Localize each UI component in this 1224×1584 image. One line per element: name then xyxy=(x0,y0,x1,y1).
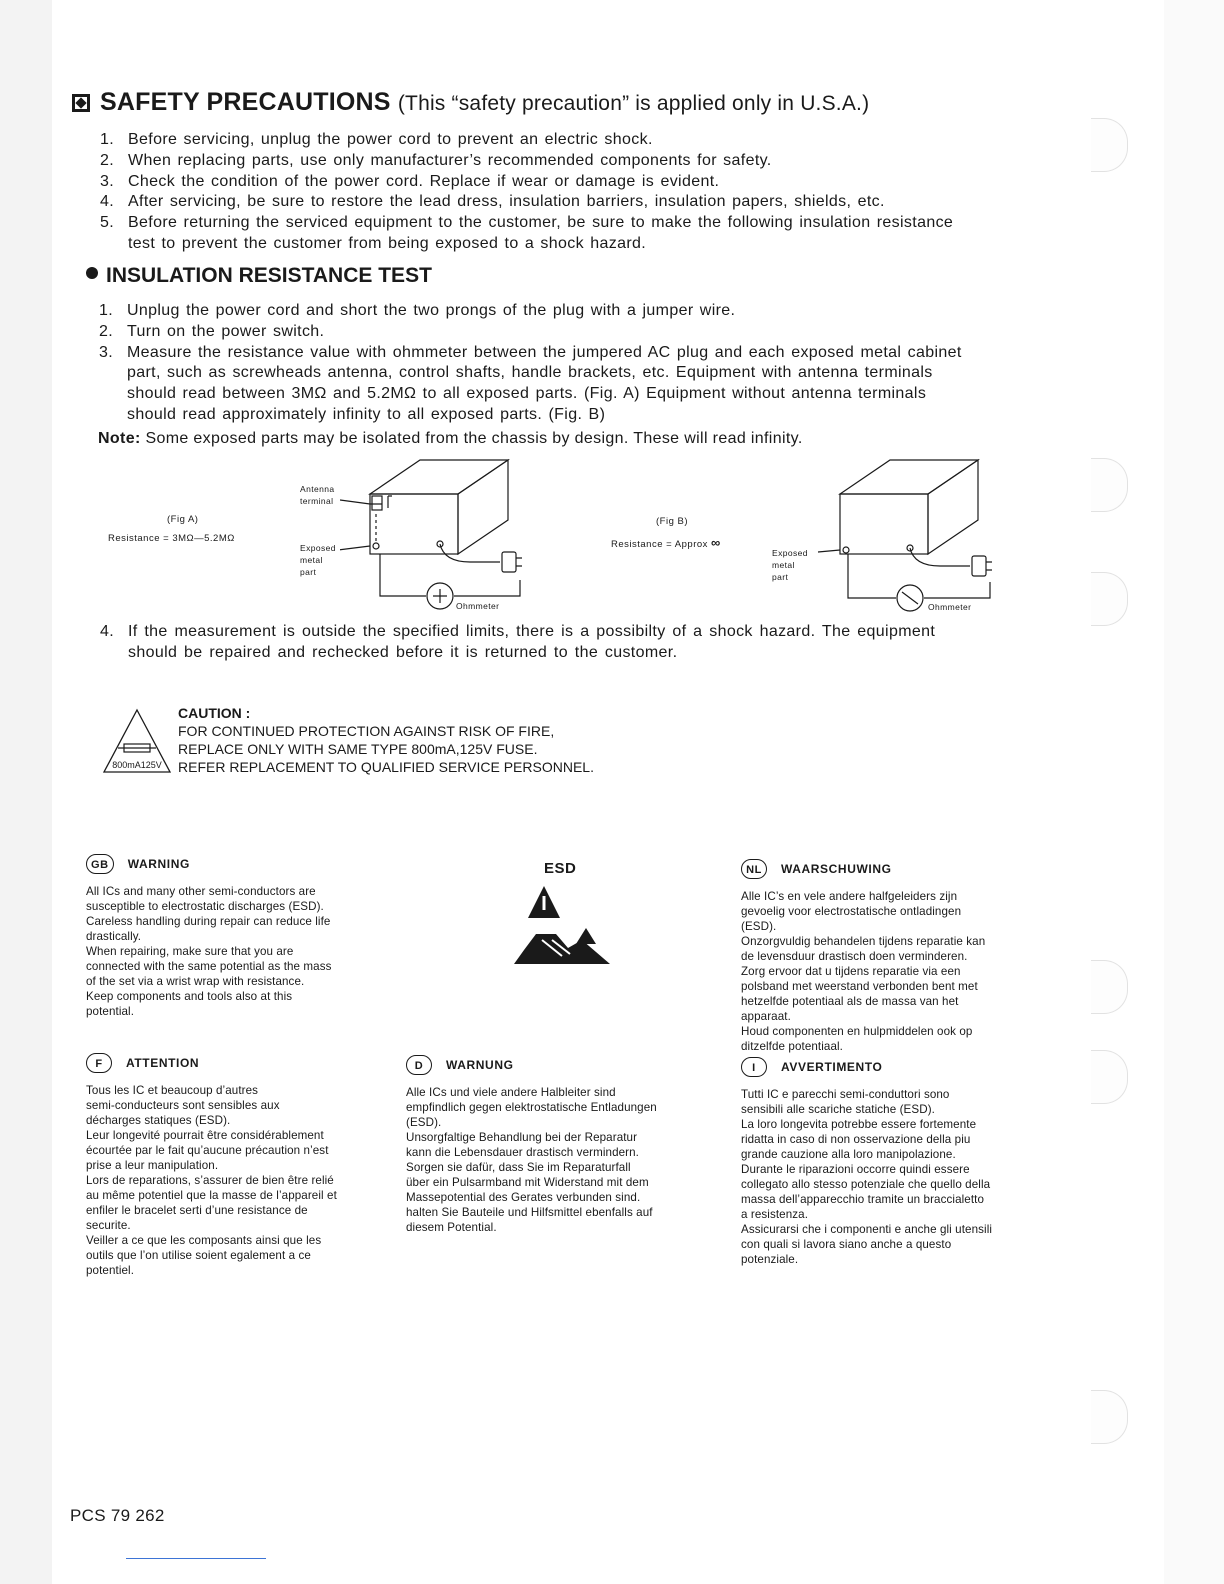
gb-badge-icon: GB xyxy=(86,854,114,874)
warning-line: potenziale. xyxy=(741,1253,799,1266)
fig-a-box-side xyxy=(458,460,508,554)
fig-b-diagram xyxy=(810,452,1010,622)
step-item xyxy=(100,172,1060,193)
warning-line: Unsorgfaltige Behandlung bei der Reparatur xyxy=(406,1131,638,1144)
warning-line: gevoelig voor electrostatische ontladingen xyxy=(741,905,962,918)
warning-line: collegato allo stesso potenziale che quello della xyxy=(741,1178,991,1191)
step-number: 2. xyxy=(100,151,115,169)
step-number: 3. xyxy=(99,343,114,361)
fig-a-lead-left xyxy=(380,554,426,596)
warning-line: All ICs and many other semi-conductors are xyxy=(86,885,316,898)
warning-line: potential. xyxy=(86,1005,135,1018)
fig-b-power-cord xyxy=(910,548,970,566)
warning-line: massa dell’apparecchio tramite un braccialetto xyxy=(741,1193,985,1206)
warning-line: drastically. xyxy=(86,930,142,943)
fig-a-exposed-lead xyxy=(340,546,370,550)
warning-line: ditzelfde potentiaal. xyxy=(741,1040,844,1053)
fig-a-antenna-terminal xyxy=(372,496,382,510)
warning-line: diesem Potential. xyxy=(406,1221,497,1234)
warning-line: enfiler le bracelet serti d’une resistance de xyxy=(86,1204,308,1217)
warning-line: Massepotential des Gerates verbunden sind. xyxy=(406,1191,641,1204)
warning-line: Careless handling during repair can reduce life xyxy=(86,915,331,928)
fig-a-label: (Fig A) xyxy=(167,514,199,525)
step-item xyxy=(100,622,1060,664)
step-line: Unplug the power cord and short the two prongs of the plug with a jumper wire. xyxy=(127,302,736,319)
title-text: SAFETY PRECAUTIONS xyxy=(100,88,391,116)
fig-b-ohmmeter-label: Ohmmeter xyxy=(928,602,972,612)
warning-body xyxy=(406,1085,657,1235)
fig-a-resistance: Resistance = 3MΩ—5.2MΩ xyxy=(108,533,235,544)
bullet-dot-icon xyxy=(86,267,98,279)
warning-line: (ESD). xyxy=(406,1116,442,1129)
note-line xyxy=(98,430,803,448)
esd-label: ESD xyxy=(544,860,577,877)
warning-line: de levensduur drastisch doen verminderen. xyxy=(741,950,968,963)
warning-body xyxy=(86,1083,337,1278)
warning-line: Tous les IC et beaucoup d’autres xyxy=(86,1084,259,1097)
page-title xyxy=(72,88,869,117)
step-number: 4. xyxy=(100,193,115,211)
step-number: 4. xyxy=(100,623,115,640)
warning-line: Sorgen sie dafür, dass Sie im Reparaturfall xyxy=(406,1161,631,1174)
warning-line: Leur longevité pourrait être considérablement xyxy=(86,1129,324,1142)
step-number: 2. xyxy=(99,322,114,340)
footer-rule xyxy=(126,1558,266,1559)
title-subtitle: (This “safety precaution” is applied only in U.S.A.) xyxy=(397,92,870,115)
warning-gb xyxy=(86,854,332,1019)
warning-line: hetzelfde potentiaal als de massa van het xyxy=(741,995,959,1008)
warning-line: potentiel. xyxy=(86,1264,135,1277)
warning-line: When repairing, make sure that you are xyxy=(86,945,294,958)
caution-line: FOR CONTINUED PROTECTION AGAINST RISK OF FIRE, xyxy=(178,723,555,739)
warning-line: con quali si lavora siano anche a questo xyxy=(741,1238,952,1251)
fig-b-box-top xyxy=(840,460,978,494)
fig-b-lead-left xyxy=(848,554,896,598)
caution-line: REPLACE ONLY WITH SAME TYPE 800mA,125V FUSE. xyxy=(178,741,538,757)
insulation-step-4 xyxy=(100,622,1060,664)
warning-line: Lors de reparations, s’assurer de bien être relié xyxy=(86,1174,334,1187)
warning-f xyxy=(86,1053,337,1278)
warning-line: décharges statiques (ESD). xyxy=(86,1114,231,1127)
warning-heading: WAARSCHUWING xyxy=(781,861,892,876)
page-edge-right xyxy=(1164,0,1224,1584)
safety-steps-list xyxy=(100,130,1060,255)
esd-hand-icon xyxy=(512,884,612,968)
warning-line: empfindlich gegen elektrostatische Entladungen xyxy=(406,1101,657,1114)
warning-line: sensibili alle scariche statiche (ESD). xyxy=(741,1103,935,1116)
fig-b-box-front xyxy=(840,494,928,554)
caution-line: REFER REPLACEMENT TO QUALIFIED SERVICE PERSONNEL. xyxy=(178,759,594,775)
warning-line: Alle ICs und viele andere Halbleiter sind xyxy=(406,1086,616,1099)
warning-line: (ESD). xyxy=(741,920,777,933)
step-line: should be repaired and rechecked before it is returned to the customer. xyxy=(128,643,678,661)
step-number: 1. xyxy=(99,302,114,319)
step-item xyxy=(100,130,1060,151)
insulation-title: INSULATION RESISTANCE TEST xyxy=(86,264,432,288)
warning-line: polsband met weerstand verbonden bent met xyxy=(741,980,978,993)
warning-body xyxy=(86,884,332,1019)
warning-line: über ein Pulsarmband mit Widerstand mit dem xyxy=(406,1176,649,1189)
binder-hole xyxy=(1091,1050,1128,1104)
warning-line: prise a leur manipulation. xyxy=(86,1159,219,1172)
step-item xyxy=(100,192,1060,213)
warning-line: a resistenza. xyxy=(741,1208,809,1221)
section-box-icon xyxy=(72,94,90,112)
warning-heading: WARNUNG xyxy=(446,1057,514,1072)
warning-line: Assicurarsi che i componenti e anche gli utensili xyxy=(741,1223,993,1236)
caution-title: CAUTION : xyxy=(178,705,251,721)
warning-line: grande cauzione alla loro manipolazione. xyxy=(741,1148,956,1161)
nl-badge-icon: NL xyxy=(741,859,767,879)
step-line: Before servicing, unplug the power cord to prevent an electric shock. xyxy=(128,131,653,148)
warning-line: Durante le riparazioni occorre quindi essere xyxy=(741,1163,970,1176)
warning-line: La loro longevita potrebbe essere fortemente xyxy=(741,1118,977,1131)
step-line: If the measurement is outside the specified limits, there is a possibilty of a shock hazard. The equipment xyxy=(128,623,936,640)
warning-line: écourtée par le fait qu’aucune précaution n’est xyxy=(86,1144,329,1157)
fig-a-ohmmeter-label: Ohmmeter xyxy=(456,601,500,611)
step-line: should read approximately infinity to all exposed parts. (Fig. B) xyxy=(127,405,606,423)
warning-body xyxy=(741,1087,992,1267)
fig-b-exposed-lead xyxy=(818,550,840,552)
fig-b-exposed-point xyxy=(843,547,849,553)
warning-line: connected with the same potential as the mass xyxy=(86,960,332,973)
warning-line: Veiller a ce que les composants ainsi que les xyxy=(86,1234,322,1247)
warning-body xyxy=(741,889,985,1054)
step-number: 3. xyxy=(100,172,115,190)
warning-line: semi-conducteurs sont sensibles aux xyxy=(86,1099,280,1112)
fig-b-resistance: Resistance = Approx ∞ xyxy=(611,535,721,550)
warning-line: Onzorgvuldig behandelen tijdens reparatie kan xyxy=(741,935,986,948)
fig-a-antenna-label: Antenna terminal xyxy=(300,484,335,506)
step-item xyxy=(100,213,1060,255)
binder-hole xyxy=(1091,458,1128,512)
step-line: should read between 3MΩ and 5.2MΩ to all exposed parts. (Fig. A) Equipment without antenna terminals xyxy=(127,385,927,403)
warning-nl xyxy=(741,859,985,1054)
fig-a-plug-icon xyxy=(502,552,516,572)
warning-line: ridatta in caso di non osservazione della piu xyxy=(741,1133,971,1146)
step-item xyxy=(100,151,1060,172)
warning-d xyxy=(406,1055,657,1235)
warning-line: Houd componenten en hulpmiddelen ook op xyxy=(741,1025,973,1038)
step-line: Measure the resistance value with ohmmeter between the jumpered AC plug and each exposed metal cabinet xyxy=(127,343,962,361)
warning-line: of the set via a wrist wrap with resistance. xyxy=(86,975,305,988)
step-item xyxy=(99,322,1059,343)
warning-line: Keep components and tools also at this xyxy=(86,990,293,1003)
fig-a-lead-right xyxy=(454,580,520,596)
warning-line: outils que l’on utilise soient egalement a ce xyxy=(86,1249,311,1262)
warning-line: kann die Lebensdauer drastisch vermindern. xyxy=(406,1146,639,1159)
fig-a-exposed-point xyxy=(373,543,379,549)
fig-a-antenna-lead xyxy=(340,500,382,504)
fig-b-label: (Fig B) xyxy=(656,516,688,527)
warning-line: halten Sie Bauteile und Hilfsmittel ebenfalls auf xyxy=(406,1206,653,1219)
warning-heading: AVVERTIMENTO xyxy=(781,1059,883,1074)
warning-line: Tutti IC e parecchi semi-conduttori sono xyxy=(741,1088,950,1101)
fig-a-exposed-label: Exposed metal part xyxy=(300,543,336,577)
fuse-rating-symbol: 800mA125V xyxy=(112,760,162,770)
warning-line: susceptible to electrostatic discharges (ESD). xyxy=(86,900,324,913)
binder-hole xyxy=(1091,118,1128,172)
fig-b-exposed-label: Exposed metal part xyxy=(772,548,808,582)
step-line: part, such as screwheads antenna, control shafts, handle brackets, etc. Equipment with antenna terminals xyxy=(127,364,933,382)
binder-hole xyxy=(1091,960,1128,1014)
warning-line: au même potentiel que la masse de l’appareil et xyxy=(86,1189,337,1202)
step-line: Turn on the power switch. xyxy=(127,322,325,340)
step-line: test to prevent the customer from being exposed to a shock hazard. xyxy=(128,234,647,252)
warning-line: apparaat. xyxy=(741,1010,791,1023)
step-line: When replacing parts, use only manufacturer’s recommended components for safety. xyxy=(128,151,772,169)
warning-line: securite. xyxy=(86,1219,131,1232)
warning-heading: ATTENTION xyxy=(126,1055,200,1070)
fig-a-box-front xyxy=(370,494,458,554)
fig-b-lead-right xyxy=(924,582,990,598)
step-line: Before returning the serviced equipment to the customer, be sure to make the following insulation resistance xyxy=(128,214,954,232)
warning-heading: WARNING xyxy=(127,856,190,871)
step-number: 1. xyxy=(100,131,115,148)
infinity-symbol: ∞ xyxy=(711,535,721,550)
fig-b-plug-icon xyxy=(972,556,986,576)
note-label: Note: xyxy=(98,430,141,447)
insulation-steps-list xyxy=(99,301,1059,426)
fig-a-box-top xyxy=(370,460,508,494)
f-badge-icon: F xyxy=(86,1053,112,1073)
fig-b-box-side xyxy=(928,460,978,554)
step-item xyxy=(99,301,1059,322)
warning-i xyxy=(741,1057,992,1267)
step-number: 5. xyxy=(100,214,115,232)
warning-line: Alle IC’s en vele andere halfgeleiders zijn xyxy=(741,890,958,903)
note-text: Some exposed parts may be isolated from the chassis by design. These will read infinity. xyxy=(145,430,803,447)
fuse-warning-icon xyxy=(102,708,172,774)
i-badge-icon: I xyxy=(741,1057,767,1077)
fig-a-power-cord xyxy=(440,544,500,562)
binder-hole xyxy=(1091,1390,1128,1444)
d-badge-icon: D xyxy=(406,1055,432,1075)
step-item xyxy=(99,343,1059,426)
fig-a-diagram xyxy=(340,452,540,622)
step-line: After servicing, be sure to restore the lead dress, insulation barriers, insulation papers, shields, etc. xyxy=(128,193,885,211)
binder-hole xyxy=(1091,572,1128,626)
warning-line: Zorg ervoor dat u tijdens reparatie via een xyxy=(741,965,961,978)
page-edge-left xyxy=(0,0,52,1584)
document-code: PCS 79 262 xyxy=(70,1506,165,1525)
step-line: Check the condition of the power cord. Replace if wear or damage is evident. xyxy=(128,172,720,190)
caution-block xyxy=(178,704,594,776)
